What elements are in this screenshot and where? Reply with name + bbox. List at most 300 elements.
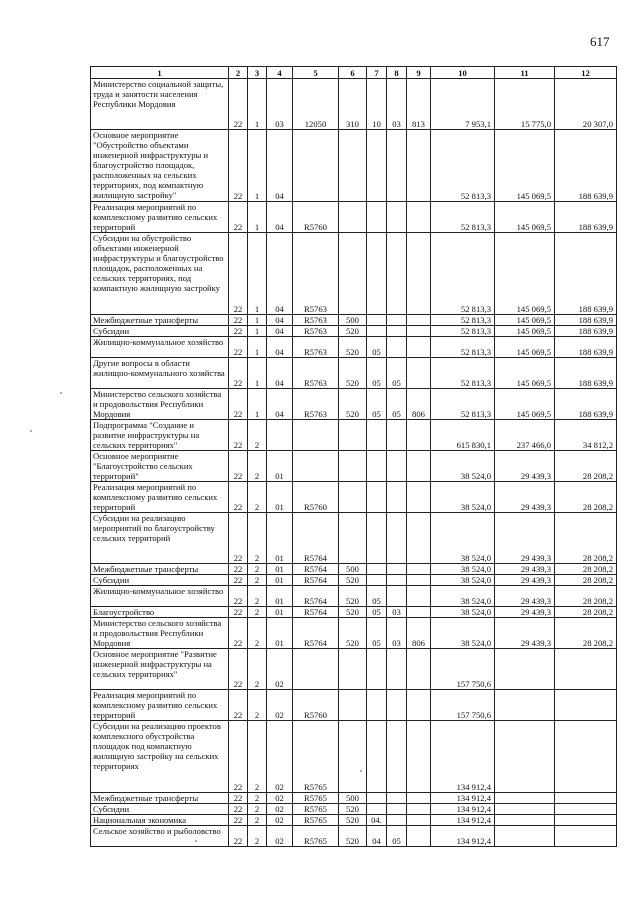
row-cell-c9 bbox=[407, 804, 431, 815]
row-cell-c7 bbox=[367, 513, 387, 564]
row-cell-v10: 157 750,6 bbox=[431, 649, 495, 690]
row-cell-c6: 520 bbox=[339, 586, 367, 607]
row-cell-v11: 29 439,3 bbox=[495, 607, 555, 618]
row-cell-v12 bbox=[555, 793, 617, 804]
row-cell-c3: 1 bbox=[248, 79, 267, 130]
row-cell-c6: 520 bbox=[339, 575, 367, 586]
row-cell-v10: 134 912,4 bbox=[431, 721, 495, 793]
table-row bbox=[91, 358, 617, 389]
row-cell-v11: 15 775,0 bbox=[495, 79, 555, 130]
row-cell-c5: R5765 bbox=[293, 804, 339, 815]
row-cell-c9 bbox=[407, 451, 431, 482]
row-cell-c6: 310 bbox=[339, 79, 367, 130]
row-cell-v10: 52 813,3 bbox=[431, 202, 495, 233]
row-cell-c3: 2 bbox=[248, 793, 267, 804]
row-cell-v10: 38 524,0 bbox=[431, 482, 495, 513]
row-cell-v10: 52 813,3 bbox=[431, 337, 495, 358]
row-cell-c9 bbox=[407, 233, 431, 315]
row-cell-c9 bbox=[407, 826, 431, 847]
row-cell-c8: 03 bbox=[387, 79, 407, 130]
row-name-cell: Реализация мероприятий по комплексному развитию сельских территорий bbox=[91, 482, 229, 513]
row-cell-v12: 28 208,2 bbox=[555, 513, 617, 564]
row-cell-c7 bbox=[367, 451, 387, 482]
row-cell-c3: 2 bbox=[248, 721, 267, 793]
row-cell-v12: 28 208,2 bbox=[555, 575, 617, 586]
table-row bbox=[91, 690, 617, 721]
row-cell-c9 bbox=[407, 315, 431, 326]
table-row bbox=[91, 389, 617, 420]
table-header-row bbox=[91, 67, 617, 79]
table-row bbox=[91, 451, 617, 482]
row-cell-v11: 145 069,5 bbox=[495, 337, 555, 358]
row-cell-c6 bbox=[339, 482, 367, 513]
row-cell-c9 bbox=[407, 513, 431, 564]
row-cell-v11: 29 439,3 bbox=[495, 564, 555, 575]
row-cell-c7 bbox=[367, 649, 387, 690]
row-cell-c9 bbox=[407, 358, 431, 389]
row-cell-c2: 22 bbox=[229, 793, 248, 804]
row-cell-v12 bbox=[555, 804, 617, 815]
row-cell-c4: 01 bbox=[267, 482, 293, 513]
row-cell-c8 bbox=[387, 586, 407, 607]
row-cell-c4: 03 bbox=[267, 79, 293, 130]
row-cell-c9 bbox=[407, 575, 431, 586]
row-cell-c8 bbox=[387, 575, 407, 586]
row-cell-c3: 2 bbox=[248, 420, 267, 451]
row-cell-c3: 2 bbox=[248, 804, 267, 815]
row-cell-c5: R5760 bbox=[293, 202, 339, 233]
row-cell-v11: 237 466,0 bbox=[495, 420, 555, 451]
row-cell-v11: 145 069,5 bbox=[495, 315, 555, 326]
row-cell-c9 bbox=[407, 690, 431, 721]
table-row bbox=[91, 721, 617, 793]
row-cell-c4: 04 bbox=[267, 337, 293, 358]
row-cell-v12: 188 639,9 bbox=[555, 315, 617, 326]
column-header-4: 4 bbox=[267, 67, 293, 79]
row-cell-v11 bbox=[495, 649, 555, 690]
row-cell-v12 bbox=[555, 826, 617, 847]
scan-speck bbox=[60, 392, 62, 394]
row-cell-c4: 01 bbox=[267, 607, 293, 618]
row-cell-c6 bbox=[339, 721, 367, 793]
row-cell-c5 bbox=[293, 451, 339, 482]
row-cell-c2: 22 bbox=[229, 233, 248, 315]
row-cell-c8: 05 bbox=[387, 826, 407, 847]
row-cell-v10: 52 813,3 bbox=[431, 233, 495, 315]
row-cell-c3: 2 bbox=[248, 649, 267, 690]
row-cell-c4: 04 bbox=[267, 326, 293, 337]
table-row bbox=[91, 326, 617, 337]
row-name-cell: Основное мероприятие "Развитие инженерной инфраструктуры на сельских территориях" bbox=[91, 649, 229, 690]
row-cell-c5: R5764 bbox=[293, 586, 339, 607]
row-cell-c6: 520 bbox=[339, 815, 367, 826]
row-cell-c4: 04 bbox=[267, 202, 293, 233]
row-cell-c5: R5764 bbox=[293, 513, 339, 564]
column-header-8: 8 bbox=[387, 67, 407, 79]
row-cell-c4 bbox=[267, 420, 293, 451]
column-header-12: 12 bbox=[555, 67, 617, 79]
row-cell-c8 bbox=[387, 721, 407, 793]
row-cell-c9 bbox=[407, 564, 431, 575]
row-cell-v11 bbox=[495, 804, 555, 815]
row-cell-c7 bbox=[367, 793, 387, 804]
row-cell-c4: 04 bbox=[267, 315, 293, 326]
column-header-10: 10 bbox=[431, 67, 495, 79]
row-cell-v12: 188 639,9 bbox=[555, 326, 617, 337]
row-name-cell: Межбюджетные трансферты bbox=[91, 793, 229, 804]
row-cell-c2: 22 bbox=[229, 451, 248, 482]
row-cell-v11: 29 439,3 bbox=[495, 586, 555, 607]
row-cell-c6 bbox=[339, 451, 367, 482]
row-cell-c4: 04 bbox=[267, 358, 293, 389]
row-cell-v10: 52 813,3 bbox=[431, 130, 495, 202]
row-cell-c8 bbox=[387, 804, 407, 815]
row-name-cell: Благоустройство bbox=[91, 607, 229, 618]
row-name-cell: Субсидии bbox=[91, 575, 229, 586]
row-cell-c9 bbox=[407, 130, 431, 202]
row-cell-c9 bbox=[407, 337, 431, 358]
row-cell-c9 bbox=[407, 815, 431, 826]
scan-speck bbox=[30, 430, 32, 432]
row-cell-c8 bbox=[387, 649, 407, 690]
row-cell-c6 bbox=[339, 202, 367, 233]
row-name-cell: Основное мероприятие "Благоустройство сельских территорий" bbox=[91, 451, 229, 482]
row-cell-c6 bbox=[339, 420, 367, 451]
row-cell-c4: 01 bbox=[267, 575, 293, 586]
row-cell-v12: 28 208,2 bbox=[555, 564, 617, 575]
row-name-cell: Национальная экономика bbox=[91, 815, 229, 826]
row-cell-c3: 2 bbox=[248, 564, 267, 575]
row-cell-c7: 05 bbox=[367, 618, 387, 649]
row-cell-c6: 520 bbox=[339, 389, 367, 420]
row-name-cell: Другие вопросы в области жилищно-коммунального хозяйства bbox=[91, 358, 229, 389]
row-cell-c5: R5764 bbox=[293, 575, 339, 586]
row-cell-c4: 02 bbox=[267, 804, 293, 815]
row-cell-c8 bbox=[387, 326, 407, 337]
row-cell-c9 bbox=[407, 586, 431, 607]
row-cell-c5: R5760 bbox=[293, 690, 339, 721]
row-cell-c2: 22 bbox=[229, 564, 248, 575]
row-cell-c8 bbox=[387, 815, 407, 826]
row-cell-v11: 145 069,5 bbox=[495, 358, 555, 389]
row-cell-c7 bbox=[367, 690, 387, 721]
budget-table-container bbox=[90, 66, 616, 847]
row-cell-v11 bbox=[495, 815, 555, 826]
row-cell-v10: 134 912,4 bbox=[431, 804, 495, 815]
row-cell-c7 bbox=[367, 130, 387, 202]
row-cell-c7 bbox=[367, 564, 387, 575]
scan-speck bbox=[360, 770, 362, 772]
column-header-2: 2 bbox=[229, 67, 248, 79]
row-cell-c5: R5765 bbox=[293, 793, 339, 804]
row-cell-c9 bbox=[407, 326, 431, 337]
table-body bbox=[91, 79, 617, 847]
row-cell-v11: 29 439,3 bbox=[495, 575, 555, 586]
row-cell-c5: R5765 bbox=[293, 815, 339, 826]
row-cell-c8 bbox=[387, 451, 407, 482]
column-header-9: 9 bbox=[407, 67, 431, 79]
row-cell-c5: R5760 bbox=[293, 482, 339, 513]
row-cell-v10: 7 953,1 bbox=[431, 79, 495, 130]
row-cell-c6: 520 bbox=[339, 358, 367, 389]
row-cell-c4: 01 bbox=[267, 513, 293, 564]
row-cell-c9 bbox=[407, 202, 431, 233]
row-cell-v12: 188 639,9 bbox=[555, 233, 617, 315]
row-cell-v12: 188 639,9 bbox=[555, 337, 617, 358]
table-row bbox=[91, 793, 617, 804]
row-cell-c4: 04 bbox=[267, 233, 293, 315]
row-cell-c6: 520 bbox=[339, 826, 367, 847]
row-cell-c5: 12050 bbox=[293, 79, 339, 130]
row-cell-v12: 28 208,2 bbox=[555, 607, 617, 618]
row-cell-c3: 1 bbox=[248, 130, 267, 202]
row-cell-c6: 500 bbox=[339, 315, 367, 326]
table-row bbox=[91, 575, 617, 586]
table-row bbox=[91, 420, 617, 451]
row-cell-c7 bbox=[367, 575, 387, 586]
row-cell-c2: 22 bbox=[229, 575, 248, 586]
row-cell-v10: 38 524,0 bbox=[431, 575, 495, 586]
row-name-cell: Министерство сельского хозяйства и продовольствия Республики Мордовия bbox=[91, 389, 229, 420]
row-cell-c9 bbox=[407, 649, 431, 690]
row-cell-c9: 806 bbox=[407, 389, 431, 420]
row-cell-v12: 28 208,2 bbox=[555, 482, 617, 513]
row-cell-c7: 05 bbox=[367, 337, 387, 358]
table-row bbox=[91, 815, 617, 826]
row-cell-c2: 22 bbox=[229, 721, 248, 793]
row-cell-v12: 28 208,2 bbox=[555, 451, 617, 482]
row-name-cell: Межбюджетные трансферты bbox=[91, 564, 229, 575]
row-name-cell: Подпрограмма "Создание и развитие инфраструктуры на сельских территориях" bbox=[91, 420, 229, 451]
row-cell-c7: 05 bbox=[367, 389, 387, 420]
row-cell-v12: 34 812,2 bbox=[555, 420, 617, 451]
row-cell-v11: 29 439,3 bbox=[495, 513, 555, 564]
row-cell-c7: 05 bbox=[367, 358, 387, 389]
row-cell-c7 bbox=[367, 202, 387, 233]
row-cell-v10: 157 750,6 bbox=[431, 690, 495, 721]
row-cell-c7: 04 bbox=[367, 826, 387, 847]
row-name-cell: Субсидии на реализацию мероприятий по благоустройству сельских территорий bbox=[91, 513, 229, 564]
row-name-cell: Реализация мероприятий по комплексному развитию сельских территорий bbox=[91, 690, 229, 721]
table-row bbox=[91, 804, 617, 815]
row-cell-c6: 520 bbox=[339, 804, 367, 815]
row-cell-c3: 2 bbox=[248, 575, 267, 586]
row-cell-c7 bbox=[367, 804, 387, 815]
column-header-5: 5 bbox=[293, 67, 339, 79]
row-cell-v12 bbox=[555, 690, 617, 721]
row-cell-v11 bbox=[495, 826, 555, 847]
row-cell-c2: 22 bbox=[229, 79, 248, 130]
row-cell-c5: R5763 bbox=[293, 233, 339, 315]
row-cell-c7: 05 bbox=[367, 586, 387, 607]
row-cell-v12: 28 208,2 bbox=[555, 586, 617, 607]
table-row bbox=[91, 202, 617, 233]
row-cell-c2: 22 bbox=[229, 337, 248, 358]
row-cell-c3: 2 bbox=[248, 451, 267, 482]
column-header-3: 3 bbox=[248, 67, 267, 79]
row-name-cell: Жилищно-коммунальное хозяйство bbox=[91, 586, 229, 607]
row-cell-v10: 38 524,0 bbox=[431, 618, 495, 649]
row-cell-c2: 22 bbox=[229, 130, 248, 202]
row-cell-v10: 615 830,1 bbox=[431, 420, 495, 451]
row-cell-v11 bbox=[495, 793, 555, 804]
row-cell-c9: 813 bbox=[407, 79, 431, 130]
row-cell-c3: 1 bbox=[248, 233, 267, 315]
table-row bbox=[91, 513, 617, 564]
row-name-cell: Субсидии на реализацию проектов комплексного обустройства площадок под компактную жилищную застройку на сельских территориях bbox=[91, 721, 229, 793]
table-row bbox=[91, 564, 617, 575]
row-cell-c2: 22 bbox=[229, 586, 248, 607]
row-cell-v12: 188 639,9 bbox=[555, 130, 617, 202]
row-cell-c8 bbox=[387, 793, 407, 804]
row-cell-c4: 02 bbox=[267, 793, 293, 804]
row-cell-c4: 04 bbox=[267, 130, 293, 202]
row-cell-v12 bbox=[555, 721, 617, 793]
row-cell-c3: 1 bbox=[248, 337, 267, 358]
table-row bbox=[91, 130, 617, 202]
row-name-cell: Жилищно-коммунальное хозяйство bbox=[91, 337, 229, 358]
row-cell-c7 bbox=[367, 420, 387, 451]
row-cell-c2: 22 bbox=[229, 804, 248, 815]
row-cell-c9 bbox=[407, 721, 431, 793]
row-cell-c3: 2 bbox=[248, 482, 267, 513]
row-cell-c9: 806 bbox=[407, 618, 431, 649]
row-cell-v10: 52 813,3 bbox=[431, 315, 495, 326]
row-cell-c8 bbox=[387, 690, 407, 721]
row-cell-c5: R5763 bbox=[293, 389, 339, 420]
row-cell-c2: 22 bbox=[229, 389, 248, 420]
row-cell-c3: 1 bbox=[248, 315, 267, 326]
row-cell-c6: 500 bbox=[339, 564, 367, 575]
row-cell-c7: 04. bbox=[367, 815, 387, 826]
column-header-6: 6 bbox=[339, 67, 367, 79]
row-cell-c2: 22 bbox=[229, 358, 248, 389]
row-cell-v12 bbox=[555, 815, 617, 826]
row-cell-v11: 29 439,3 bbox=[495, 451, 555, 482]
row-cell-v10: 38 524,0 bbox=[431, 586, 495, 607]
row-cell-v12: 188 639,9 bbox=[555, 202, 617, 233]
row-cell-c6: 500 bbox=[339, 793, 367, 804]
table-row bbox=[91, 618, 617, 649]
row-cell-v10: 38 524,0 bbox=[431, 513, 495, 564]
row-cell-c2: 22 bbox=[229, 482, 248, 513]
row-cell-c8: 03 bbox=[387, 607, 407, 618]
row-cell-c5: R5764 bbox=[293, 618, 339, 649]
row-cell-v10: 52 813,3 bbox=[431, 358, 495, 389]
row-cell-c9 bbox=[407, 793, 431, 804]
row-name-cell: Реализация мероприятий по комплексному развитию сельских территорий bbox=[91, 202, 229, 233]
row-cell-v11: 29 439,3 bbox=[495, 482, 555, 513]
row-cell-v12 bbox=[555, 649, 617, 690]
row-cell-c4: 01 bbox=[267, 586, 293, 607]
row-cell-c6 bbox=[339, 690, 367, 721]
row-cell-c2: 22 bbox=[229, 618, 248, 649]
column-header-7: 7 bbox=[367, 67, 387, 79]
table-row bbox=[91, 337, 617, 358]
table-row bbox=[91, 79, 617, 130]
row-cell-c4: 02 bbox=[267, 826, 293, 847]
row-cell-c6 bbox=[339, 130, 367, 202]
row-cell-c4: 02 bbox=[267, 815, 293, 826]
row-cell-c9 bbox=[407, 482, 431, 513]
row-cell-c5: R5764 bbox=[293, 564, 339, 575]
row-cell-v12: 20 307,0 bbox=[555, 79, 617, 130]
row-name-cell: Субсидии bbox=[91, 804, 229, 815]
row-cell-c3: 1 bbox=[248, 358, 267, 389]
row-cell-c6: 520 bbox=[339, 607, 367, 618]
row-cell-c3: 2 bbox=[248, 690, 267, 721]
row-cell-c8: 05 bbox=[387, 389, 407, 420]
row-name-cell: Межбюджетные трансферты bbox=[91, 315, 229, 326]
row-cell-c7: 10 bbox=[367, 79, 387, 130]
row-cell-c2: 22 bbox=[229, 202, 248, 233]
row-cell-c3: 1 bbox=[248, 202, 267, 233]
row-cell-c5 bbox=[293, 420, 339, 451]
row-cell-c2: 22 bbox=[229, 815, 248, 826]
page-number: 617 bbox=[590, 34, 610, 49]
row-cell-v12: 188 639,9 bbox=[555, 358, 617, 389]
row-cell-c7 bbox=[367, 482, 387, 513]
row-cell-c4: 01 bbox=[267, 451, 293, 482]
row-cell-c8: 05 bbox=[387, 358, 407, 389]
row-cell-c2: 22 bbox=[229, 607, 248, 618]
row-cell-c8 bbox=[387, 337, 407, 358]
row-cell-v10: 134 912,4 bbox=[431, 826, 495, 847]
row-cell-c8 bbox=[387, 202, 407, 233]
row-cell-c8: 03 bbox=[387, 618, 407, 649]
scan-speck bbox=[195, 840, 197, 842]
row-cell-c5: R5765 bbox=[293, 826, 339, 847]
row-cell-c7: 05 bbox=[367, 607, 387, 618]
row-cell-c8 bbox=[387, 130, 407, 202]
row-cell-c8 bbox=[387, 420, 407, 451]
table-row bbox=[91, 826, 617, 847]
row-cell-v11: 145 069,5 bbox=[495, 130, 555, 202]
row-cell-c7 bbox=[367, 233, 387, 315]
row-cell-v11: 145 069,5 bbox=[495, 326, 555, 337]
row-cell-v10: 38 524,0 bbox=[431, 564, 495, 575]
row-cell-c7 bbox=[367, 315, 387, 326]
table-row bbox=[91, 586, 617, 607]
table-row bbox=[91, 315, 617, 326]
row-name-cell: Министерство сельского хозяйства и продовольствия Республики Мордовия bbox=[91, 618, 229, 649]
row-cell-v11: 29 439,3 bbox=[495, 618, 555, 649]
row-cell-c6 bbox=[339, 233, 367, 315]
row-cell-c2: 22 bbox=[229, 420, 248, 451]
row-cell-c4: 02 bbox=[267, 690, 293, 721]
row-cell-v11 bbox=[495, 721, 555, 793]
row-cell-c5: R5763 bbox=[293, 358, 339, 389]
row-cell-c5: R5763 bbox=[293, 315, 339, 326]
row-cell-c6 bbox=[339, 513, 367, 564]
row-cell-v11: 145 069,5 bbox=[495, 389, 555, 420]
row-cell-c5: R5765 bbox=[293, 721, 339, 793]
row-cell-c6: 520 bbox=[339, 337, 367, 358]
row-cell-v11: 145 069,5 bbox=[495, 202, 555, 233]
row-cell-c2: 22 bbox=[229, 326, 248, 337]
table-row bbox=[91, 482, 617, 513]
row-cell-c8 bbox=[387, 233, 407, 315]
row-cell-v11 bbox=[495, 690, 555, 721]
row-cell-c5: R5764 bbox=[293, 607, 339, 618]
row-cell-c3: 2 bbox=[248, 618, 267, 649]
row-cell-c6: 520 bbox=[339, 618, 367, 649]
row-name-cell: Субсидии на обустройство объектами инженерной инфраструктуры и благоустройство площадок, расположенных на сельских территориях, под компактную жилищную застройку bbox=[91, 233, 229, 315]
row-cell-v10: 38 524,0 bbox=[431, 607, 495, 618]
row-cell-c8 bbox=[387, 564, 407, 575]
row-cell-c8 bbox=[387, 513, 407, 564]
row-cell-c7 bbox=[367, 326, 387, 337]
